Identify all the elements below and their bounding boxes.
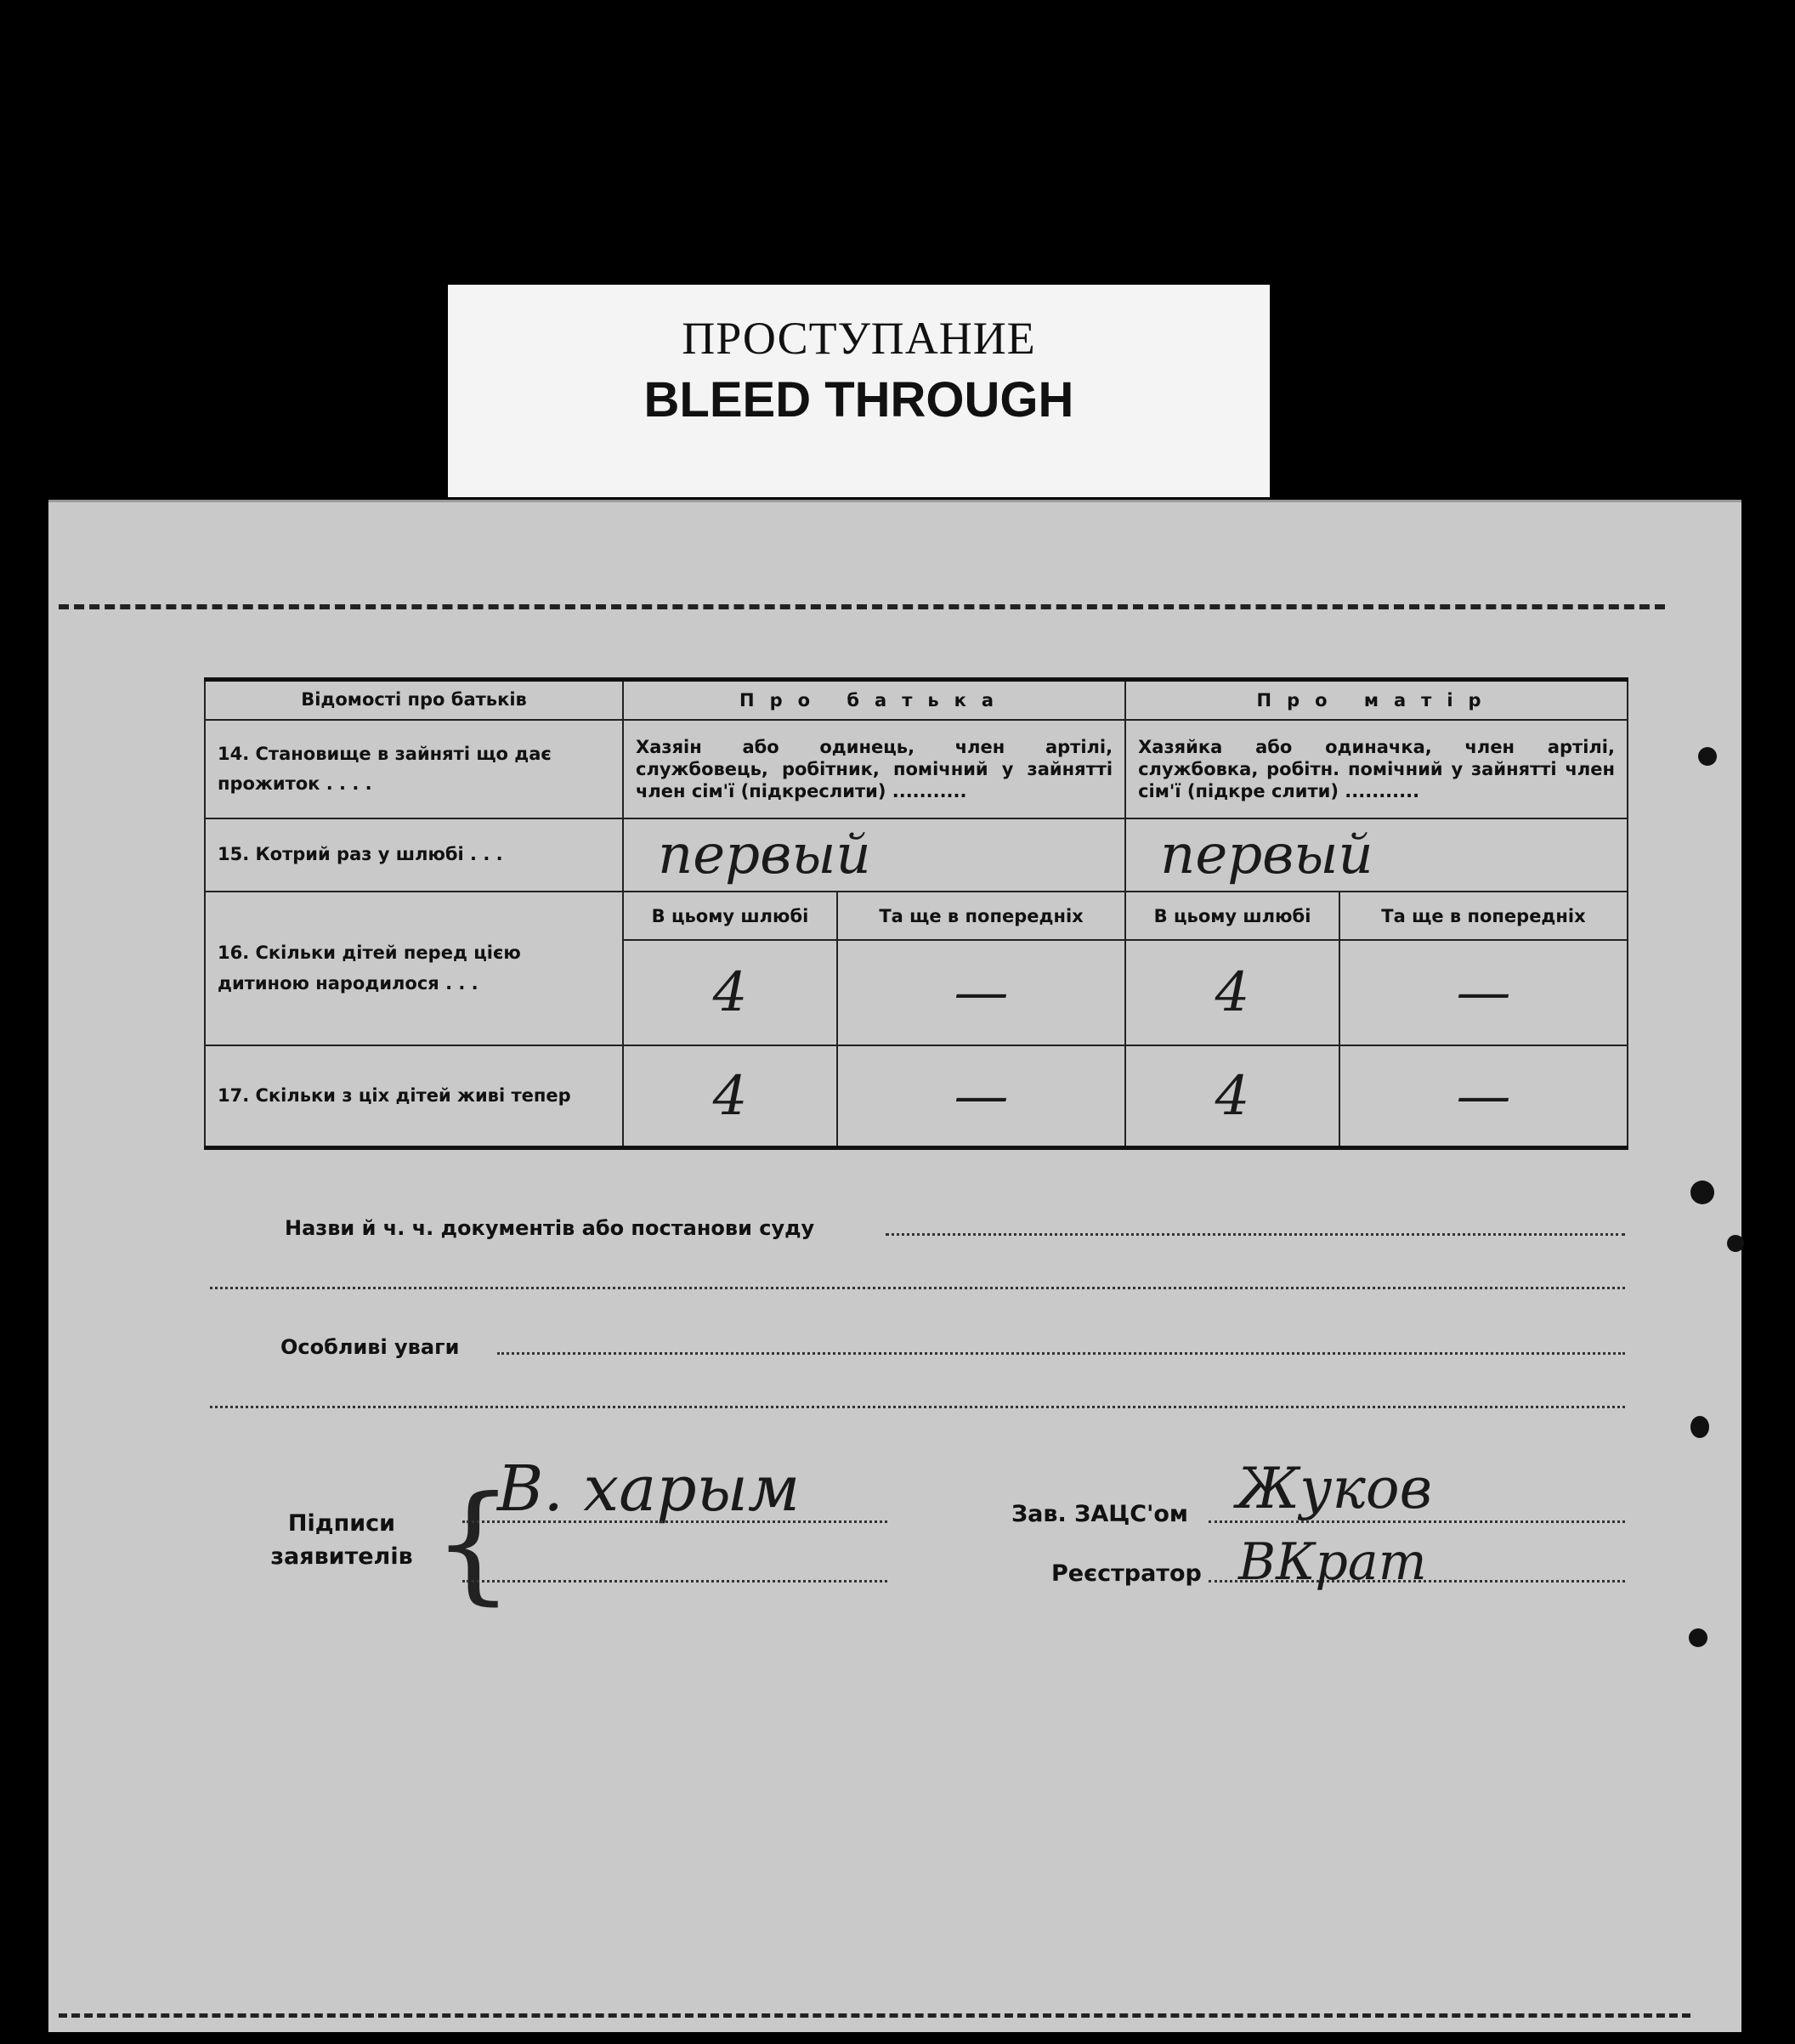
bleed-through-label bbox=[448, 285, 1270, 497]
table-header-row bbox=[205, 680, 1628, 721]
punch-hole-1 bbox=[1698, 747, 1717, 766]
applicant-signature: В. харым bbox=[497, 1452, 801, 1526]
registrar-label: Реєстратор bbox=[1051, 1560, 1202, 1587]
row-17-children-living bbox=[205, 1045, 1628, 1147]
top-perforation-line bbox=[59, 604, 1665, 609]
bleed-label-russian: ПРОСТУПАНИЕ bbox=[682, 313, 1036, 364]
mother-occupation-options: Хазяйка або одиначка, член артілі, службовка, робітн. помічний у зайнятті член сім'ї (підкре слити) ........... bbox=[1125, 720, 1628, 818]
punch-hole-2 bbox=[1690, 1181, 1714, 1204]
punch-hole-3 bbox=[1727, 1235, 1744, 1252]
header-father: Про батька bbox=[623, 680, 1125, 721]
documents-field-line-2 bbox=[210, 1287, 1625, 1289]
row-16-label: 16. Скільки дітей перед цією дитиною народилося . . . bbox=[205, 892, 623, 1045]
subheader-mother-previous: Та ще в попередніх bbox=[1339, 892, 1628, 940]
subheader-father-this-marriage: В цьому шлюбі bbox=[623, 892, 837, 940]
head-of-registry-label: Зав. ЗАЦС'ом bbox=[1011, 1501, 1188, 1527]
registration-form-sheet bbox=[48, 500, 1741, 2032]
father-children-this: 4 bbox=[623, 940, 837, 1045]
remarks-field-label: Особливі уваги bbox=[280, 1335, 460, 1359]
mother-children-this: 4 bbox=[1125, 940, 1339, 1045]
mother-living-prev: — bbox=[1339, 1045, 1628, 1147]
mother-children-prev: — bbox=[1339, 940, 1628, 1045]
header-mother: Про матір bbox=[1125, 680, 1628, 721]
row-15-marriage-count bbox=[205, 818, 1628, 892]
bottom-perforation-line bbox=[59, 2013, 1690, 2018]
father-occupation-options: Хазяін або одинець, член артілі, службовець, робітник, помічний у зайнятті член сім'ї (підкреслити) ........... bbox=[623, 720, 1125, 818]
father-living-this: 4 bbox=[623, 1045, 837, 1147]
subheader-mother-this-marriage: В цьому шлюбі bbox=[1125, 892, 1339, 940]
punch-hole-5 bbox=[1689, 1628, 1707, 1647]
applicant-signature-line-1 bbox=[462, 1520, 887, 1523]
children-subheader-row bbox=[205, 892, 1628, 940]
parents-info-table bbox=[204, 677, 1628, 1150]
remarks-field-line-2 bbox=[210, 1406, 1625, 1408]
head-signature: Жуков bbox=[1237, 1456, 1433, 1521]
registrar-signature: ВКрат bbox=[1238, 1532, 1427, 1592]
header-parents-info: Відомості про батьків bbox=[205, 680, 623, 721]
row-14-occupation bbox=[205, 720, 1628, 818]
row-14-label: 14. Становище в зайняті що дає прожиток . . . . bbox=[205, 720, 623, 818]
mother-living-this: 4 bbox=[1125, 1045, 1339, 1147]
row-17-label: 17. Скільки з ціх дітей живі тепер bbox=[205, 1045, 623, 1147]
applicants-signatures-label: Підписи заявителів bbox=[270, 1510, 413, 1571]
punch-hole-4 bbox=[1690, 1416, 1709, 1438]
father-living-prev: — bbox=[837, 1045, 1125, 1147]
applicants-brace: { bbox=[433, 1469, 514, 1617]
documents-field-label: Назви й ч. ч. документів або постанови суду bbox=[285, 1216, 815, 1240]
father-children-prev: — bbox=[837, 940, 1125, 1045]
bleed-label-english: BLEED THROUGH bbox=[643, 372, 1074, 427]
row-15-label: 15. Котрий раз у шлюбі . . . bbox=[205, 818, 623, 892]
documents-field-line bbox=[886, 1233, 1625, 1236]
applicant-signature-line-2 bbox=[462, 1580, 887, 1583]
mother-marriage-count: первый bbox=[1125, 818, 1628, 892]
subheader-father-previous: Та ще в попередніх bbox=[837, 892, 1125, 940]
remarks-field-line bbox=[497, 1352, 1625, 1355]
father-marriage-count: первый bbox=[623, 818, 1125, 892]
